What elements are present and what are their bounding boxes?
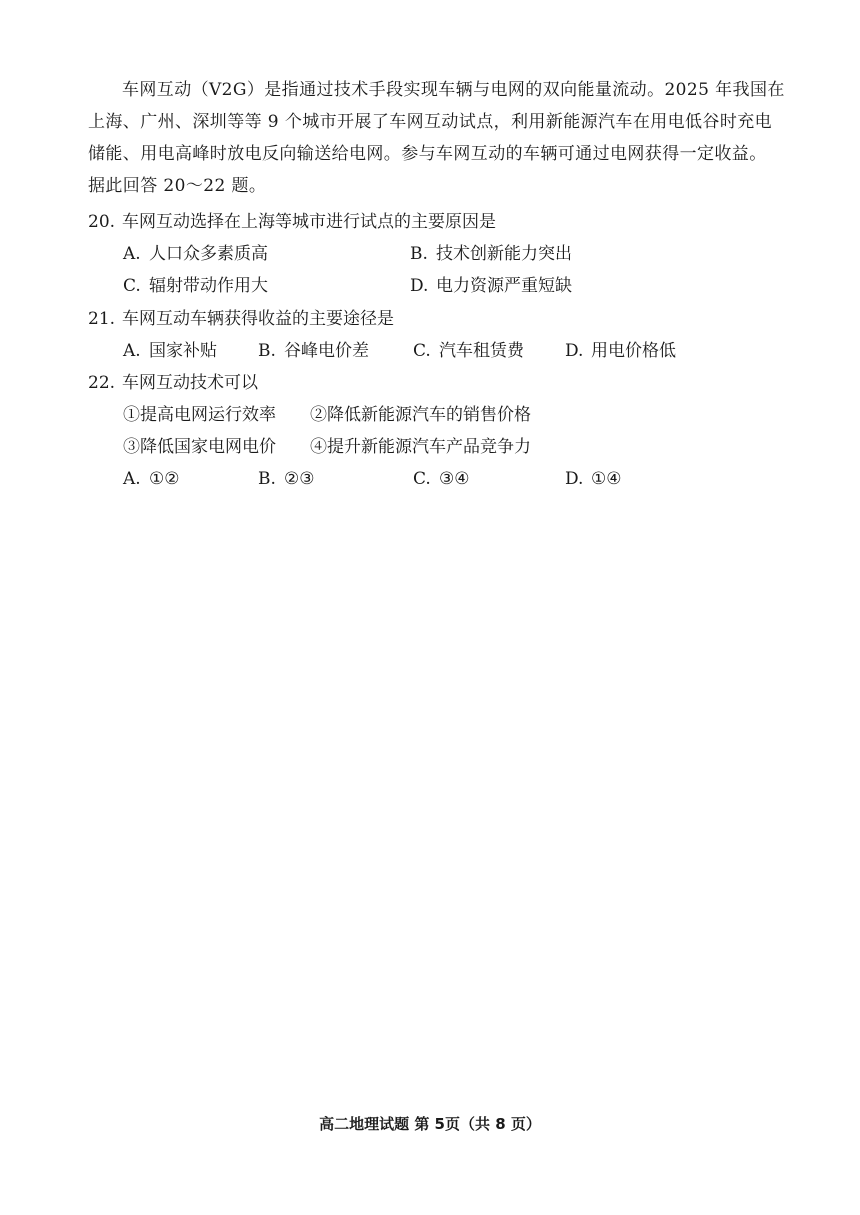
question-number: 21. [88,309,116,329]
option-b[interactable] [410,238,572,270]
option-text: ①② [149,469,180,489]
option-letter: D. [565,341,584,361]
statements-row [123,399,723,431]
option-letter: D. [410,276,429,296]
option-letter: B. [258,469,276,489]
intro-line: 车网互动（V2G）是指通过技术手段实现车辆与电网的双向能量流动。2025 年我国在 [122,80,785,100]
option-letter: C. [123,276,141,296]
option-d[interactable] [565,335,676,367]
option-text: 谷峰电价差 [284,341,369,361]
option-a[interactable] [123,335,217,367]
question-stem: 车网互动车辆获得收益的主要途径是 [122,309,394,329]
option-d[interactable] [410,270,572,302]
question-21 [88,303,394,335]
statement-2: ②降低新能源汽车的销售价格 [310,405,531,425]
option-text: 用电价格低 [591,341,676,361]
option-letter: A. [123,469,141,489]
options-row [123,270,723,302]
option-d[interactable] [565,463,621,495]
statements-row [123,431,723,463]
question-stem: 车网互动选择在上海等城市进行试点的主要原因是 [122,212,496,232]
intro-passage [88,74,785,202]
option-letter: D. [565,469,584,489]
page-footer: 高二地理试题 第 5页（共 8 页） [319,1115,541,1133]
statement-3: ③降低国家电网电价 [123,437,276,457]
option-text: 辐射带动作用大 [149,276,268,296]
options-row [123,238,723,270]
option-letter: B. [258,341,276,361]
option-letter: C. [413,469,431,489]
option-c[interactable] [413,335,524,367]
options-row [123,463,723,495]
question-20 [88,206,496,238]
option-text: 汽车租赁费 [439,341,524,361]
question-number: 22. [88,373,116,393]
option-b[interactable] [258,335,369,367]
question-stem: 车网互动技术可以 [122,373,258,393]
intro-line: 据此回答 20～22 题。 [88,176,267,196]
option-letter: C. [413,341,431,361]
options-row [123,335,723,367]
option-letter: A. [123,341,141,361]
statement-4: ④提升新能源汽车产品竞争力 [310,437,531,457]
option-c[interactable] [123,270,268,302]
option-text: 国家补贴 [149,341,217,361]
option-letter: A. [123,244,141,264]
option-a[interactable] [123,238,268,270]
question-22 [88,367,258,399]
statement-1: ①提高电网运行效率 [123,405,276,425]
option-a[interactable] [123,463,179,495]
intro-line: 储能、用电高峰时放电反向输送给电网。参与车网互动的车辆可通过电网获得一定收益。 [88,144,767,164]
option-text: 人口众多素质高 [149,244,268,264]
question-number: 20. [88,212,116,232]
option-text: ③④ [439,469,470,489]
option-letter: B. [410,244,428,264]
option-text: 电力资源严重短缺 [436,276,572,296]
option-b[interactable] [258,463,314,495]
option-c[interactable] [413,463,469,495]
option-text: 技术创新能力突出 [436,244,572,264]
intro-line: 上海、广州、深圳等等 9 个城市开展了车网互动试点，利用新能源汽车在用电低谷时充电 [88,112,773,132]
option-text: ②③ [284,469,315,489]
option-text: ①④ [591,469,622,489]
